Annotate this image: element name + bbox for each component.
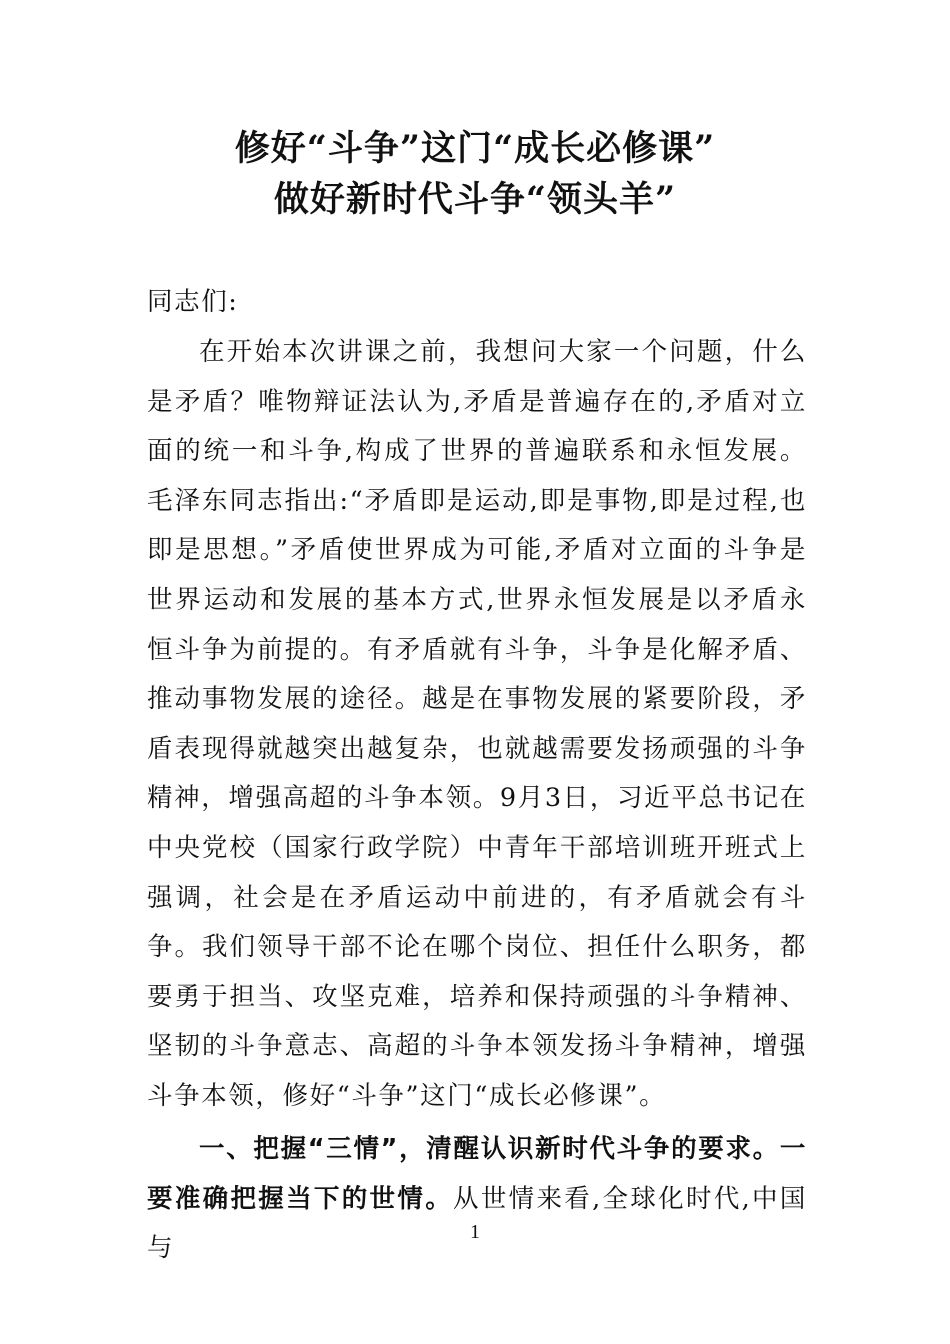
salutation: 同志们: xyxy=(147,287,239,317)
paragraph-intro: 在开始本次讲课之前，我想问大家一个问题，什么是矛盾？唯物辩证法认为,矛盾是普遍存在的,矛盾对立面的统一和斗争,构成了世界的普遍联系和永恒发展。毛泽东同志指出:“矛盾即是运动,即是事物,即是过程,也即是思想。”矛盾使世界成为可能,矛盾对立面的斗争是世界运动和发展的基本方式,世界永恒发展是以矛盾永恒斗争为前提的。有矛盾就有斗争，斗争是化解矛盾、推动事物发展的途径。越是在事物发展的紧要阶段，矛盾表现得就越突出越复杂，也就越需要发扬顽强的斗争精神，增强高超的斗争本领。9月3日，习近平总书记在中央党校（国家行政学院）中青年干部培训班开班式上强调，社会是在矛盾运动中前进的，有矛盾就会有斗争。我们领导干部不论在哪个岗位、担任什么职务，都要勇于担当、攻坚克难，培养和保持顽强的斗争精神、坚韧的斗争意志、高超的斗争本领发扬斗争精神，增强斗争本领，修好“斗争”这门“成长必修课”。 xyxy=(147,337,807,1111)
section-heading: 一、把握“三情”，清醒认识新时代斗争的要求。 xyxy=(199,1134,780,1164)
document-title-line-2: 做好新时代斗争“领头羊” xyxy=(273,179,677,220)
page-number: 1 xyxy=(470,1221,480,1243)
section-text: 从世情来看,全球化时代,中国与 xyxy=(147,1183,807,1264)
document-title-line-1: 修好“斗争”这门“成长必修课” xyxy=(234,128,716,169)
paragraph-section-one xyxy=(147,1125,807,1274)
section-subheading: 一要准确把握当下的世情。 xyxy=(147,1134,807,1214)
